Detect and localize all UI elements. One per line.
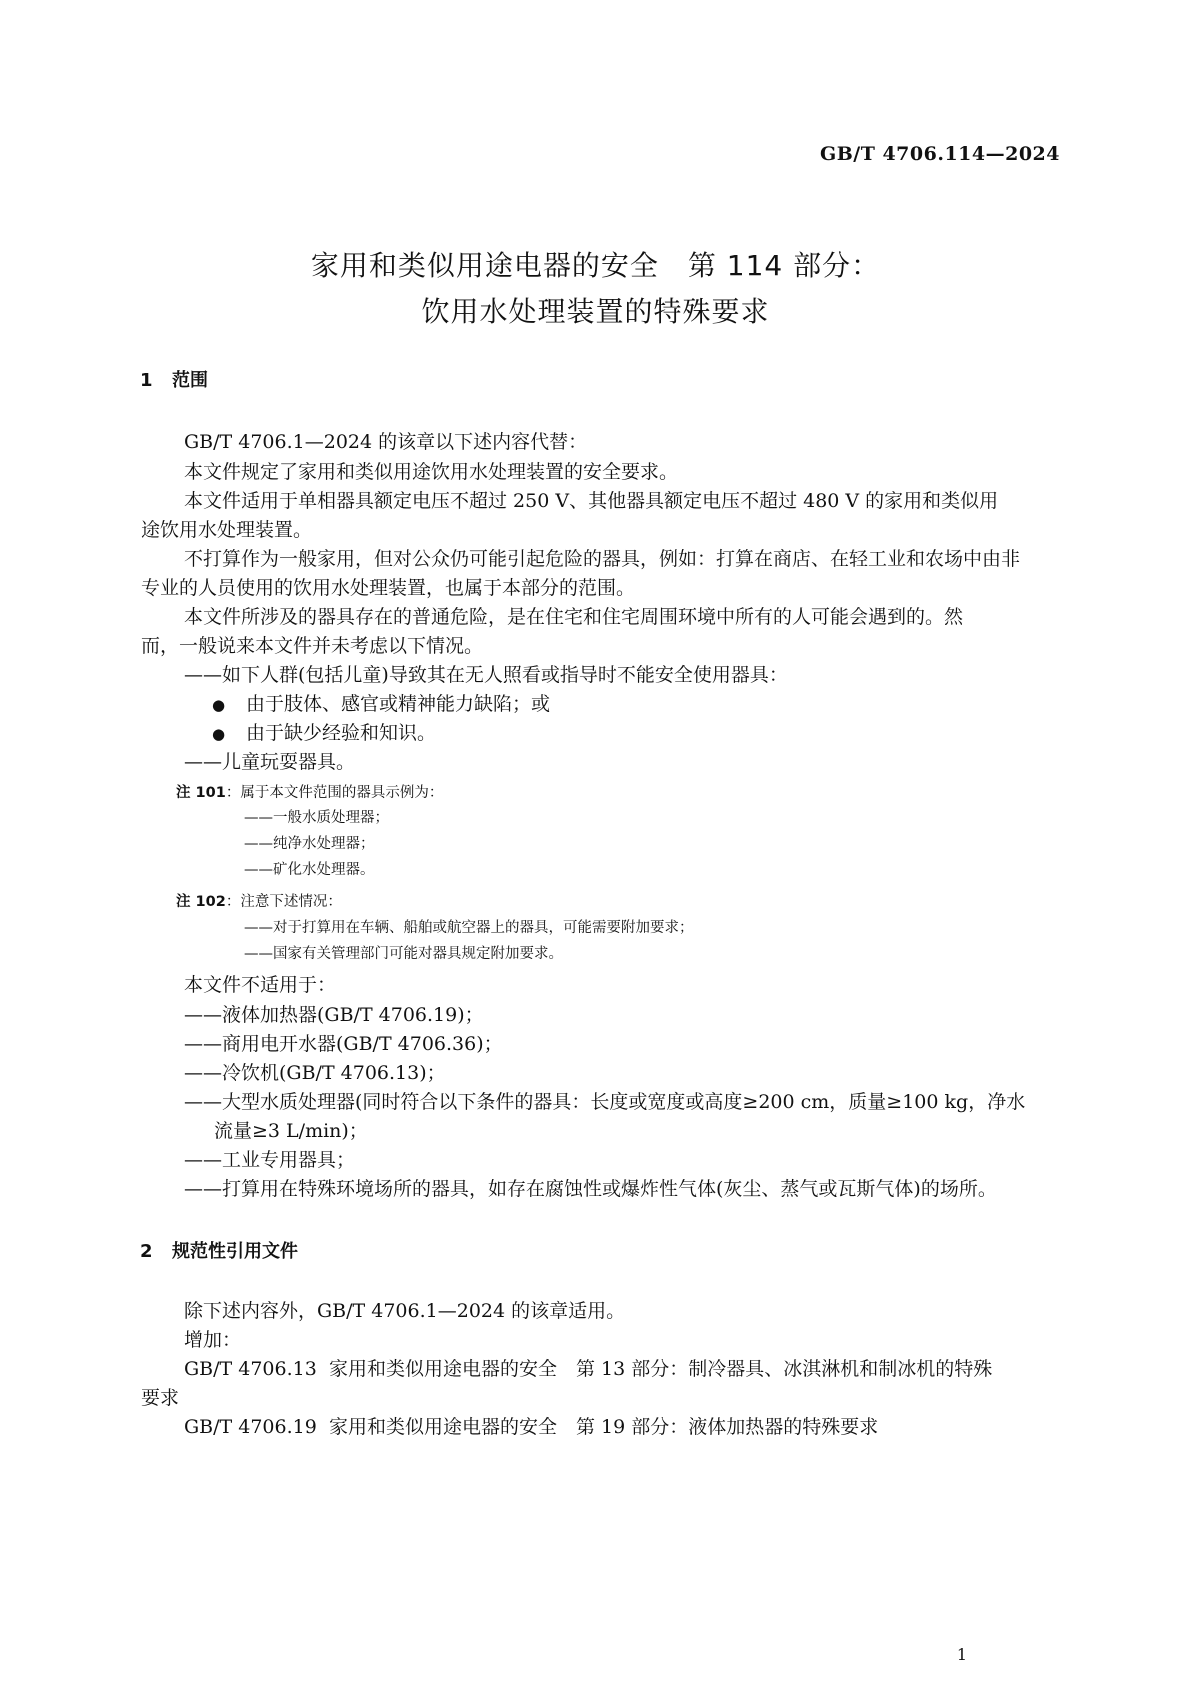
note-item: ——国家有关管理部门可能对器具规定附加要求。 (244, 946, 563, 962)
document-title-line1: 家用和类似用途电器的安全 第 114 部分： (310, 249, 881, 282)
section-1-title: 范围 (172, 370, 208, 391)
reference-title: 家用和类似用途电器的安全 第 19 部分：液体加热器的特殊要求 (329, 1416, 879, 1438)
paragraph: 本文件规定了家用和类似用途饮用水处理装置的安全要求。 (184, 461, 679, 483)
reference-title-continuation: 要求 (141, 1387, 180, 1409)
paragraph: 本文件适用于单相器具额定电压不超过 250 V、其他器具额定电压不超过 480 V 的家用和类似用 (184, 490, 999, 512)
note-label: 注 101 (176, 785, 226, 801)
paragraph: 增加： (184, 1329, 242, 1351)
paragraph: 本文件所涉及的器具存在的普通危险，是在住宅和住宅周围环境中所有的人可能会遇到的。然 (184, 606, 964, 628)
list-item-continuation: 流量≥3 L/min)； (214, 1120, 368, 1142)
page-number: 1 (956, 1645, 967, 1664)
note-item: ——对于打算用在车辆、船舶或航空器上的器具，可能需要附加要求； (244, 920, 694, 936)
paragraph: 除下述内容外，GB/T 4706.1—2024 的该章适用。 (184, 1300, 626, 1322)
list-item: ——儿童玩耍器具。 (184, 751, 356, 773)
note-101: 注 101：属于本文件范围的器具示例为： (176, 785, 444, 801)
paragraph: 本文件不适用于： (184, 974, 337, 996)
standard-code: GB/T 4706.114—2024 (819, 143, 1060, 165)
note-item: ——一般水质处理器； (244, 810, 389, 826)
paragraph-continuation: 专业的人员使用的饮用水处理装置，也属于本部分的范围。 (141, 577, 636, 599)
note-item: ——矿化水处理器。 (244, 862, 375, 878)
bullet-item: ● 由于肢体、感官或精神能力缺陷；或 (212, 693, 551, 715)
list-item: ——冷饮机(GB/T 4706.13)； (184, 1062, 446, 1084)
reference-entry (184, 1354, 992, 1381)
bullet-icon: ● (212, 725, 226, 743)
list-item: ——打算用在特殊环境场所的器具，如存在腐蚀性或爆炸性气体(灰尘、蒸气或瓦斯气体)的场所。 (184, 1178, 997, 1200)
paragraph: GB/T 4706.1—2024 的该章以下述内容代替： (184, 431, 588, 453)
paragraph-continuation: 途饮用水处理装置。 (141, 519, 313, 541)
paragraph: 不打算作为一般家用，但对公众仍可能引起危险的器具，例如：打算在商店、在轻工业和农场中由非 (184, 548, 1021, 570)
document-title-line2: 饮用水处理装置的特殊要求 (421, 295, 770, 328)
reference-code: GB/T 4706.13 (184, 1358, 317, 1380)
section-2-number: 2 (140, 1241, 153, 1262)
section-1-heading (140, 366, 208, 392)
section-2-heading (140, 1237, 298, 1263)
list-item: ——大型水质处理器(同时符合以下条件的器具：长度或宽度或高度≥200 cm，质量≥100 kg，净水 (184, 1091, 1026, 1113)
list-item: ——工业专用器具； (184, 1149, 356, 1171)
note-label: 注 102 (176, 894, 226, 910)
list-item: ——液体加热器(GB/T 4706.19)； (184, 1004, 484, 1026)
reference-code: GB/T 4706.19 (184, 1416, 317, 1438)
bullet-icon: ● (212, 696, 226, 714)
note-102: 注 102：注意下述情况： (176, 894, 342, 910)
paragraph-continuation: 而，一般说来本文件并未考虑以下情况。 (141, 635, 484, 657)
list-item: ——商用电开水器(GB/T 4706.36)； (184, 1033, 503, 1055)
bullet-item: ● 由于缺少经验和知识。 (212, 722, 437, 744)
reference-entry (184, 1412, 878, 1439)
reference-title: 家用和类似用途电器的安全 第 13 部分：制冷器具、冰淇淋机和制冰机的特殊 (329, 1358, 993, 1380)
section-1-number: 1 (140, 370, 153, 391)
note-item: ——纯净水处理器； (244, 836, 375, 852)
section-2-title: 规范性引用文件 (172, 1241, 298, 1262)
list-item: ——如下人群(包括儿童)导致其在无人照看或指导时不能安全使用器具： (184, 664, 788, 686)
